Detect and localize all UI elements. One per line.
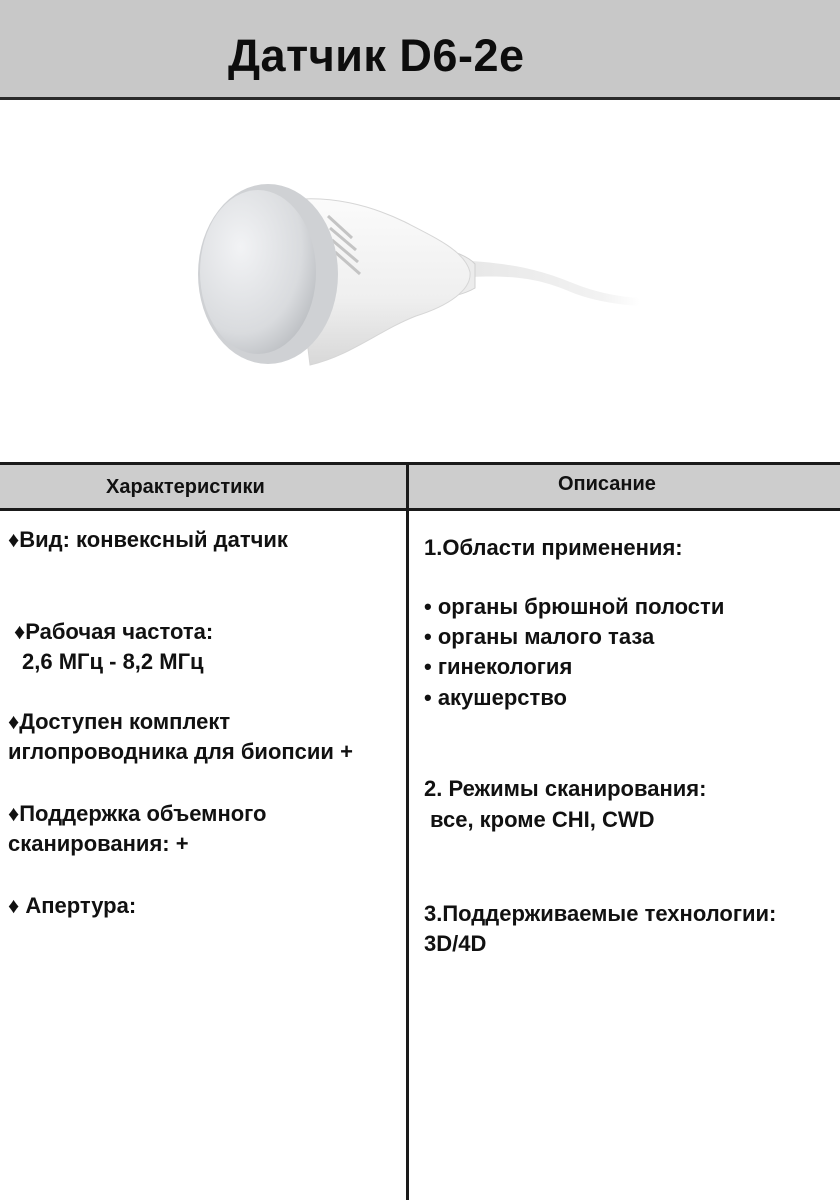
table-header-border — [0, 508, 840, 511]
spec-volume-line2: сканирования: + — [8, 831, 189, 856]
desc-areas-heading: 1.Области применения: — [424, 535, 683, 560]
ultrasound-probe-image — [180, 160, 650, 400]
desc-area-item: • акушерство — [424, 685, 567, 710]
desc-area-item: • гинекология — [424, 654, 573, 679]
desc-modes-heading: 2. Режимы сканирования: — [424, 776, 707, 801]
page-header — [0, 0, 840, 97]
spec-volume-line1: ♦Поддержка объемного — [8, 801, 267, 826]
spec-type: ♦Вид: конвексный датчик — [8, 527, 288, 552]
page-title: Датчик D6-2e — [228, 30, 525, 81]
spec-frequency-value: 2,6 МГц - 8,2 МГц — [22, 649, 204, 674]
desc-area-item: • органы брюшной полости — [424, 594, 725, 619]
column-header-characteristics: Характеристики — [106, 476, 265, 498]
header-divider — [0, 97, 840, 100]
spec-biopsy-line1: ♦Доступен комплект — [8, 709, 231, 734]
spec-biopsy-line2: иглопроводника для биопсии + — [8, 739, 353, 764]
column-header-description: Описание — [558, 473, 656, 495]
desc-tech-value: 3D/4D — [424, 931, 487, 956]
desc-area-item: • органы малого таза — [424, 624, 655, 649]
spec-aperture: ♦ Апертура: — [8, 893, 137, 918]
desc-tech-heading: 3.Поддерживаемые технологии: — [424, 901, 777, 926]
spec-frequency-label: ♦Рабочая частота: — [14, 619, 214, 644]
desc-modes-value: все, кроме CHI, CWD — [430, 807, 655, 832]
column-divider — [406, 462, 409, 1200]
